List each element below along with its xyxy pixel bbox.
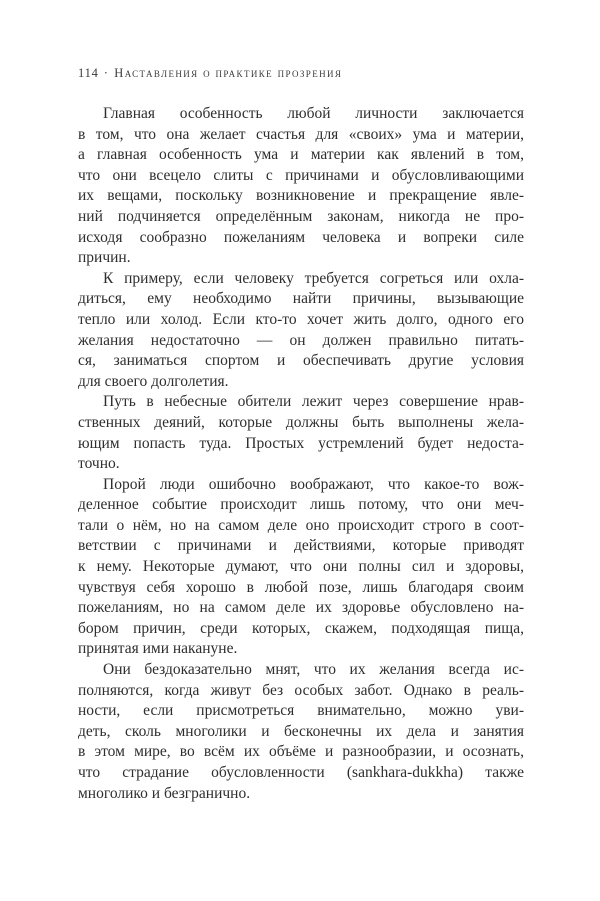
text-line: точно. [78,455,120,473]
text-line: ющим попасть туда. Простых устремлений будет недоста- [78,434,524,452]
text-line: пожеланиям, но на самом деле их здоровье обусловлено на- [78,599,524,617]
text-line: ся, заниматься спортом и обеспечивать другие условия [78,352,524,370]
text-line: а главная особенность ума и материи как явлений в том, [78,146,524,164]
text-line: деть, сколь многолики и бесконечны их дела и занятия [78,722,524,740]
page-body [78,104,524,804]
text-line: К примеру, если человеку требуется согреться или охла- [103,269,524,287]
text-line: Они бездоказательно мнят, что их желания всегда ис- [103,661,524,679]
text-line: в том, что она желает счастья для «своих» ума и материи, [78,125,524,143]
text-line: что они всецело слиты с причинами и обусловливающими [78,166,524,184]
page-content [78,66,524,804]
text-line: для своего долголетия. [78,372,229,390]
text-line: в этом мире, во всём их объёме и разнообразии, и осознать, [78,743,524,761]
page-number: 114 [78,66,99,80]
text-line: диться, ему необходимо найти причины, вызывающие [78,290,524,308]
text-line: ний подчиняется определённым законам, никогда не про- [78,207,524,225]
text-line: Порой люди ошибочно воображают, что какое-то вож- [103,475,524,493]
text-line: к нему. Некоторые думают, что они полны сил и здоровы, [78,558,524,576]
text-line: Главная особенность любой личности заключается [103,105,524,122]
chapter-title: Наставления о практике прозрения [114,66,343,80]
text-line: ности, если присмотреться внимательно, можно уви- [78,702,524,720]
text-line: полняются, когда живут без особых забот. Однако в реаль- [78,681,524,699]
text-line: тали о нём, но на самом деле оно происходит строго в соот- [78,516,524,534]
text-line: Путь в небесные обители лежит через совершение нрав- [103,393,524,411]
text-line: принятая ими накануне. [78,640,238,658]
text-line: тепло или холод. Если кто-то хочет жить долго, одного его [78,310,524,328]
text-line: желания недостаточно — он должен правильно питать- [78,331,524,349]
text-line: ственных деяний, которые должны быть выполнены жела- [78,413,524,431]
text-line: деленное событие происходит лишь потому, что они меч- [78,496,524,514]
text-line: многолико и безгранично. [78,784,251,802]
text-line: исходя сообразно пожеланиям человека и вопреки силе [78,228,524,246]
header-separator: · [103,66,110,80]
text-line: ветствии с причинами и действиями, которые приводят [78,537,524,555]
text-line: чувствуя себя хорошо в любой позе, лишь благодаря своим [78,578,524,596]
running-header [78,66,524,80]
text-line: бором причин, среди которых, скажем, подходящая пища, [78,619,524,637]
text-line: причин. [78,249,131,267]
text-line: что страдание обусловленности (sankhara-dukkha) также [78,764,524,781]
text-line: их вещами, поскольку возникновение и прекращение явле- [78,187,524,205]
